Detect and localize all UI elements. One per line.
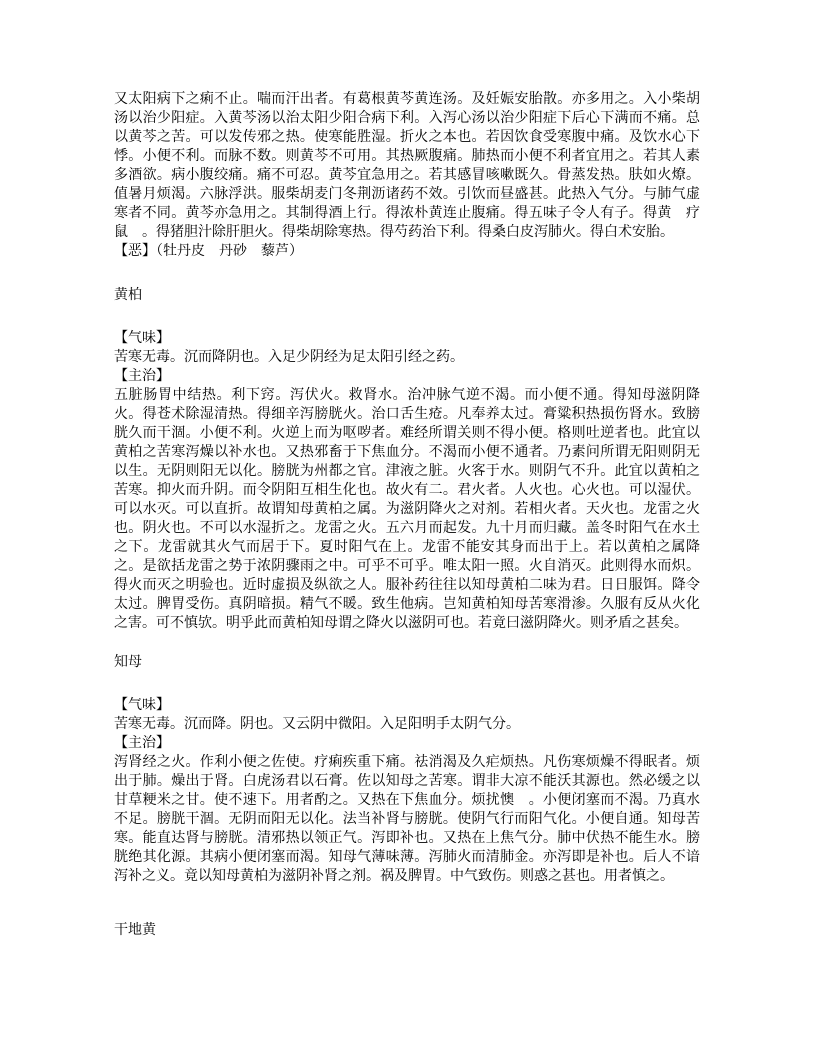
text-zhuzhi-huangbai: 五脏肠胃中结热。利下窍。泻伏火。救肾水。治冲脉气逆不渴。而小便不通。得知母滋阴降火。得苍术除湿清热。得细辛泻膀胱火。治口舌生疮。凡奉养太过。膏粱积热损伤肾水。致膀胱久而干涸。小便不利。火逆上而为呕哕者。难经所谓关则不得小便。格则吐逆者也。此宜以黄柏之苦寒泻燥以补水也。又热邪畜于下焦血分。不渴而小便不通者。乃素问所谓无阳则阴无以生。无阴则阳无以化。膀胱为州都之官。津液之脏。火客于水。则阴气不升。此宜以黄柏之苦寒。抑火而升阴。而令阴阳互相生化也。故火有二。君火者。人火也。心火也。可以湿伏。可以水灭。可以直折。故谓知母黄柏之属。为滋阴降火之对剂。若相火者。天火也。龙雷之火也。阴火也。不可以水湿折之。龙雷之火。五六月而起发。九十月而归藏。盖冬时阳气在水土之下。龙雷就其火气而居于下。夏时阳气在上。龙雷不能安其身而出于上。若以黄柏之属降之。是欲括龙雷之势于浓阴骤雨之中。可乎不可乎。唯太阳一照。火自消灭。此则得水而炽。得火而灭之明验也。近时虚损及纵欲之人。服补药往往以知母黄柏二味为君。日日服饵。降令太过。脾胃受伤。真阴暗损。精气不暖。致生他病。岂知黄柏知母苦寒滑渗。久服有反从火化之害。可不慎欤。明乎此而黄柏知母谓之降火以滋阴可也。若竟曰滋阴降火。则矛盾之甚矣。 [114,387,700,631]
section-heading-gandihuang: 干地黄 [114,922,156,938]
label-qiwei-huangbai: 【气味】 [114,330,170,346]
text-zhuzhi-zhimu: 泻肾经之火。作利小便之佐使。疗痢疾重下痛。祛消渴及久疟烦热。凡伤寒烦燥不得眠者。烦出于肺。燥出于肾。白虎汤君以石膏。佐以知母之苦寒。谓非大凉不能沃其源也。然必缓之以甘草粳米之甘。使不速下。用者酌之。又热在下焦血分。烦扰懊 。小便闭塞而不渴。乃真水不足。膀胱干涸。无阴而阳无以化。法当补肾与膀胱。使阴气行而阳气化。小便自通。知母苦寒。能直达肾与膀胱。清邪热以领正气。泻即补也。又热在上焦气分。肺中伏热不能生水。膀胱绝其化源。其病小便闭塞而渴。知母气薄味薄。泻肺火而清肺金。亦泻即是补也。后人不谙泻补之义。竟以知母黄柏为滋阴补肾之剂。祸及脾胃。中气致伤。则惑之甚也。用者慎之。 [114,754,700,884]
label-zhuzhi-zhimu: 【主治】 [114,735,170,751]
section-heading-zhimu: 知母 [114,654,142,670]
section-heading-huangbai: 黄柏 [114,287,142,303]
paragraph-huangqin-continuation: 又太阳病下之痢不止。喘而汗出者。有葛根黄芩黄连汤。及妊娠安胎散。亦多用之。入小柴胡汤以治少阳症。入黄芩汤以治太阳少阳合病下利。入泻心汤以治少阳症下后心下满而不痛。总以黄芩之苦。可以发传邪之热。使寒能胜湿。折火之本也。若因饮食受寒腹中痛。及饮水心下悸。小便不利。而脉不数。则黄芩不可用。其热厥腹痛。肺热而小便不利者宜用之。若其人素多酒欲。病小腹绞痛。痛不可忍。黄芩宜急用之。若其感冒咳嗽既久。骨蒸发热。肤如火燎。值暑月烦渴。六脉浮洪。服柴胡麦门冬荆沥诸药不效。引饮而昼盛甚。此热入气分。与肺气虚寒者不同。黄芩亦急用之。其制得酒上行。得浓朴黄连止腹痛。得五味子令人有子。得黄 疗鼠 。得猪胆汁除肝胆火。得柴胡除寒热。得芍药治下利。得桑白皮泻肺火。得白术安胎。 [114,91,700,240]
text-qiwei-huangbai: 苦寒无毒。沉而降阴也。入足少阴经为足太阳引经之药。 [114,349,464,365]
text-qiwei-zhimu: 苦寒无毒。沉而降。阴也。又云阴中微阳。入足阳明手太阴气分。 [114,716,520,732]
label-qiwei-zhimu: 【气味】 [114,697,170,713]
aversion-line: 【恶】（牡丹皮 丹砂 藜芦） [114,243,303,259]
label-zhuzhi-huangbai: 【主治】 [114,368,170,384]
page-content [114,90,700,940]
